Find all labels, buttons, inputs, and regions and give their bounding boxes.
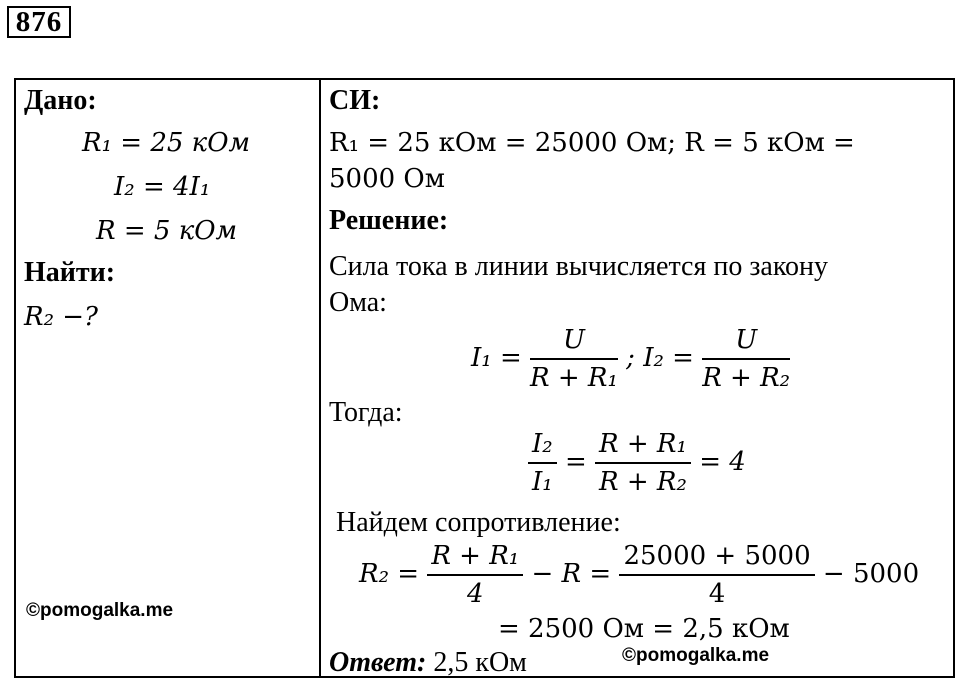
eq2-denominator-2: R + R₂ <box>599 467 687 497</box>
eq2-equals: = <box>564 447 587 477</box>
watermark-right: ©pomogalka.me <box>622 645 770 666</box>
equation-result: = 2500 Ом = 2,5 кОм <box>498 614 790 644</box>
eq3-numerator-1: R + R₁ <box>427 538 523 576</box>
eq1-fraction-1 <box>530 322 618 396</box>
given-line-r: R = 5 кОм <box>96 216 238 246</box>
eq2-numerator-2: R + R₁ <box>595 426 691 464</box>
column-divider <box>319 80 321 676</box>
solution-find-resistance: Найдем сопротивление: <box>336 507 621 538</box>
eq3-tail: − 5000 <box>822 559 920 589</box>
answer-value: 2,5 кОм <box>433 647 527 678</box>
find-heading: Найти: <box>24 257 116 288</box>
eq1-numerator-2: U <box>702 322 790 360</box>
given-heading: Дано: <box>24 85 97 116</box>
eq3-fraction-2 <box>619 538 814 612</box>
eq1-denominator-1: R + R₁ <box>530 363 618 393</box>
given-line-i2: I₂ = 4I₁ <box>114 172 211 202</box>
eq1-i1: I₁ = <box>471 343 522 373</box>
problem-number: 876 <box>7 6 71 38</box>
eq3-mid: − R = <box>531 559 612 589</box>
solution-table <box>14 78 955 678</box>
given-line-r1: R₁ = 25 кОм <box>82 128 251 158</box>
solution-then: Тогда: <box>329 397 403 428</box>
eq3-denominator-2: 4 <box>708 579 726 609</box>
equation-ratio <box>528 426 746 500</box>
eq2-numerator-1: I₂ <box>528 426 557 464</box>
eq2-fraction-2 <box>595 426 691 500</box>
eq3-fraction-1 <box>427 538 523 612</box>
find-value: R₂ −? <box>24 302 98 332</box>
eq3-denominator-1: 4 <box>467 579 484 609</box>
eq1-denominator-2: R + R₂ <box>702 363 791 393</box>
solution-text-1: Сила тока в линии вычисляется по закону <box>329 251 828 282</box>
eq2-fraction-1 <box>528 426 557 500</box>
answer-label: Ответ: <box>329 647 427 678</box>
answer-line <box>329 646 527 680</box>
si-line-1: R₁ = 25 кОм = 25000 Ом; R = 5 кОм = <box>329 128 855 158</box>
equation-ohm <box>471 322 790 396</box>
solution-heading: Решение: <box>329 205 449 236</box>
si-heading: СИ: <box>329 85 381 116</box>
eq1-fraction-2 <box>702 322 790 396</box>
watermark-left: ©pomogalka.me <box>26 600 174 621</box>
eq2-result: = 4 <box>699 447 746 477</box>
solution-text-2: Ома: <box>329 287 387 318</box>
si-line-2: 5000 Ом <box>329 164 445 194</box>
eq3-numerator-2: 25000 + 5000 <box>619 538 814 576</box>
eq1-numerator-1: U <box>530 322 618 360</box>
eq1-separator: ; I₂ = <box>626 343 694 373</box>
eq3-lhs: R₂ = <box>359 559 420 589</box>
eq2-denominator-1: I₁ <box>532 467 553 497</box>
equation-r2 <box>359 538 919 612</box>
